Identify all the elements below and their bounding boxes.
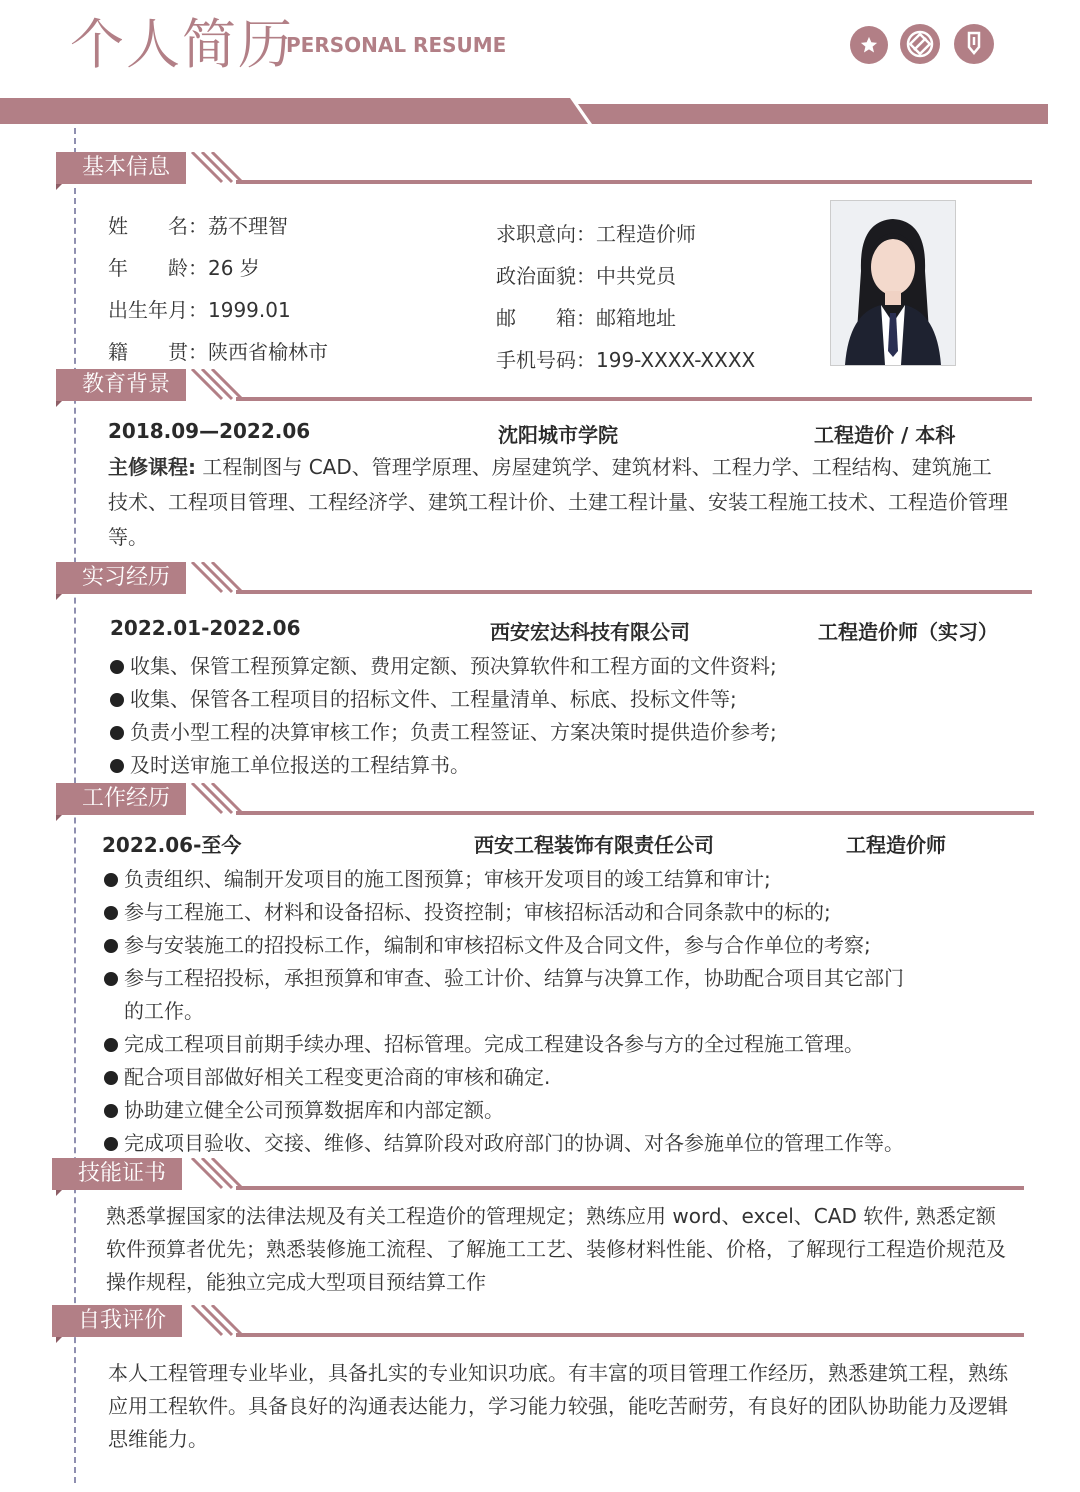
edu-courses: 主修课程: 工程制图与 CAD、管理学原理、房屋建筑学、建筑材料、工程力学、工程结构、建筑施工技术、工程项目管理、工程经济学、建筑工程计价、土建工程计量、安装工程施工技术、工程造价管理等。 [108, 455, 1008, 549]
section-title: 工作经历 [56, 783, 186, 815]
info-phone: 手机号码：199-XXXX-XXXX [496, 348, 756, 372]
header-band [0, 98, 1080, 128]
info-origin: 籍 贯：陕西省榆林市 [108, 340, 328, 364]
work-period: 2022.06-至今 [102, 833, 242, 857]
list-item: 收集、保管各工程项目的招标文件、工程量清单、标底、投标文件等; [110, 683, 737, 712]
profile-photo [830, 200, 956, 366]
section-title: 实习经历 [56, 562, 186, 594]
section-title: 基本信息 [56, 152, 186, 184]
pen-icon [954, 24, 994, 64]
list-item: 完成项目验收、交接、维修、结算阶段对政府部门的协调、对各参施单位的管理工作等。 [104, 1127, 904, 1156]
list-item: 完成工程项目前期手续办理、招标管理。完成工程建设各参与方的全过程施工管理。 [104, 1028, 864, 1057]
info-age: 年 龄：26 岁 [108, 256, 260, 280]
section-title: 技能证书 [52, 1158, 182, 1190]
list-item: 负责小型工程的决算审核工作；负责工程签证、方案决策时提供造价参考; [110, 716, 777, 745]
section-header-basic [56, 152, 1032, 192]
list-item: 及时送审施工单位报送的工程结算书。 [110, 749, 470, 778]
section-title: 教育背景 [56, 369, 186, 401]
info-job: 求职意向：工程造价师 [496, 222, 696, 246]
work-company: 西安工程装饰有限责任公司 [474, 833, 714, 857]
info-name: 姓 名：荔不理智 [108, 214, 288, 238]
work-role: 工程造价师 [846, 833, 946, 857]
section-header-education [56, 369, 1032, 409]
list-item: 参与安装施工的招投标工作，编制和审核招标文件及合同文件，参与合作单位的考察; [104, 929, 871, 958]
edu-school: 沈阳城市学院 [498, 423, 618, 447]
resume-subtitle: PERSONAL RESUME [286, 33, 507, 57]
star-icon [850, 26, 888, 64]
intern-role: 工程造价师（实习） [818, 620, 998, 644]
info-email: 邮 箱：邮箱地址 [496, 306, 676, 330]
section-header-self [56, 1305, 1024, 1345]
list-item: 参与工程招投标，承担预算和审查、验工计价、结算与决算工作，协助配合项目其它部门 [104, 962, 904, 991]
list-item: 协助建立健全公司预算数据库和内部定额。 [104, 1094, 504, 1123]
section-header-skills [56, 1158, 1024, 1198]
list-item: 配合项目部做好相关工程变更洽商的审核和确定. [104, 1061, 550, 1090]
section-header-work [56, 783, 1032, 823]
resume-title: 个人简历 [70, 13, 294, 76]
section-title: 自我评价 [52, 1305, 182, 1337]
intern-period: 2022.01-2022.06 [110, 616, 301, 640]
skills-text: 熟悉掌握国家的法律法规及有关工程造价的管理规定；熟练应用 word、excel、CAD 软件, 熟悉定额软件预算者优先；熟悉装修施工流程、了解施工工艺、装修材料性能、价格，了解现行工程造价规范及操作规程，能独立完成大型项目预结算工作 [106, 1204, 1006, 1294]
section-header-internship [56, 562, 1032, 602]
list-item: 负责组织、编制开发项目的施工图预算；审核开发项目的竣工结算和审计; [104, 863, 771, 892]
list-item: 收集、保管工程预算定额、费用定额、预决算软件和工程方面的文件资料; [110, 650, 777, 679]
info-politics: 政治面貌：中共党员 [496, 264, 676, 288]
self-eval-text: 本人工程管理专业毕业，具备扎实的专业知识功底。有丰富的项目管理工作经历，熟悉建筑工程，熟练应用工程软件。具备良好的沟通表达能力，学习能力较强，能吃苦耐劳，有良好的团队协助能力及逻辑思维能力。 [108, 1361, 1008, 1451]
list-item: 参与工程施工、材料和设备招标、投资控制；审核招标活动和合同条款中的标的; [104, 896, 831, 925]
edu-major: 工程造价 / 本科 [814, 423, 956, 447]
badge-icon [900, 24, 940, 64]
edu-period: 2018.09—2022.06 [108, 419, 311, 443]
list-item-continuation: 的工作。 [124, 999, 204, 1023]
info-birth: 出生年月：1999.01 [108, 298, 291, 322]
intern-company: 西安宏达科技有限公司 [490, 620, 690, 644]
